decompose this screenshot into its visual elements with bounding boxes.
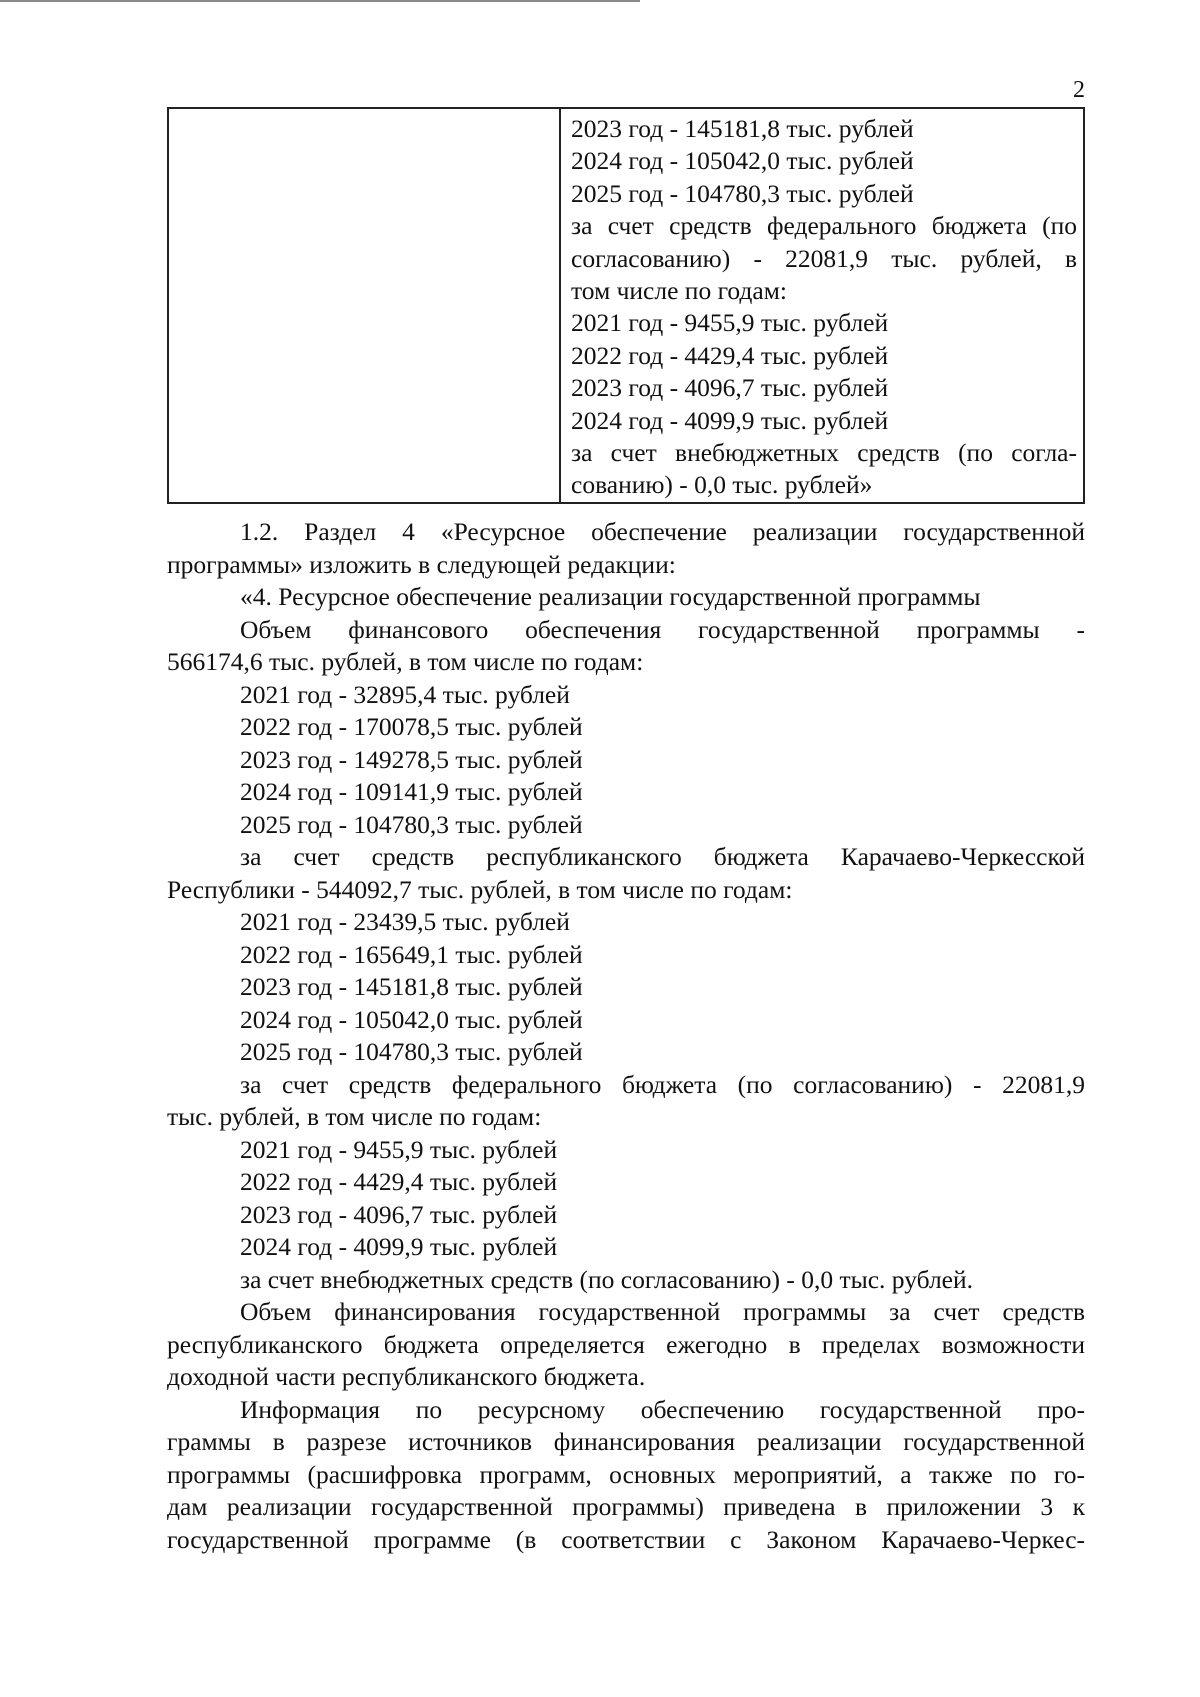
financing-table-continuation	[167, 107, 1085, 504]
body-line: 1.2. Раздел 4 «Ресурсное обеспечение реализации государственной	[240, 517, 1085, 546]
body-line: 2022 год - 4429,4 тыс. рублей	[240, 1167, 558, 1196]
body-line: программы (расшифровка программ, основных мероприятий, а также по го-	[167, 1459, 1085, 1489]
body-line: 566174,6 тыс. рублей, в том числе по годам:	[167, 647, 644, 676]
body-line: 2023 год - 4096,7 тыс. рублей	[240, 1199, 558, 1229]
body-line: Объем финансирования государственной программы за счет средств	[240, 1297, 1085, 1326]
top-scan-border	[0, 0, 640, 2]
body-line: за счет средств республиканского бюджета Карачаево-Черкесской	[240, 842, 1085, 871]
table-line: 2023 год - 4096,7 тыс. рублей	[571, 373, 889, 403]
body-line: 2022 год - 170078,5 тыс. рублей	[240, 712, 583, 741]
body-line: доходной части республиканского бюджета.	[167, 1362, 646, 1391]
body-line: 2025 год - 104780,3 тыс. рублей	[240, 1037, 583, 1066]
table-line: 2025 год - 104780,3 тыс. рублей	[571, 178, 914, 208]
body-line: 2023 год - 149278,5 тыс. рублей	[240, 744, 583, 774]
table-line: за счет внебюджетных средств (по согла-	[571, 438, 1077, 468]
table-line: 2021 год - 9455,9 тыс. рублей	[571, 308, 889, 338]
table-line: 2024 год - 4099,9 тыс. рублей	[571, 405, 889, 435]
body-line: дам реализации государственной программы) приведена в приложении 3 к	[167, 1492, 1085, 1521]
section-heading: «4. Ресурсное обеспечение реализации государственной программы	[240, 582, 981, 611]
body-line: 2024 год - 109141,9 тыс. рублей	[240, 777, 583, 806]
body-line: 2021 год - 32895,4 тыс. рублей	[240, 679, 570, 709]
body-line: 2023 год - 145181,8 тыс. рублей	[240, 972, 583, 1001]
body-line: Республики - 544092,7 тыс. рублей, в том числе по годам:	[167, 874, 793, 904]
body-line: 2025 год - 104780,3 тыс. рублей	[240, 809, 583, 839]
body-line: программы» изложить в следующей редакции:	[167, 549, 676, 579]
table-cell-label-empty	[168, 108, 560, 503]
table-line: за счет средств федерального бюджета (по	[571, 211, 1077, 241]
body-line: 2021 год - 23439,5 тыс. рублей	[240, 907, 570, 936]
body-line: Объем финансового обеспечения государственной программы -	[240, 614, 1085, 644]
table-cell-financing-details	[560, 108, 1084, 503]
body-line: за счет средств федерального бюджета (по согласованию) - 22081,9	[240, 1069, 1085, 1099]
body-line: Информация по ресурсному обеспечению государственной про-	[240, 1394, 1085, 1424]
body-line: 2024 год - 4099,9 тыс. рублей	[240, 1232, 558, 1261]
body-line: 2021 год - 9455,9 тыс. рублей	[240, 1134, 558, 1164]
body-line: 2024 год - 105042,0 тыс. рублей	[240, 1004, 583, 1034]
page-number: 2	[1073, 77, 1085, 103]
document-body	[167, 516, 1085, 1556]
table-row	[168, 108, 1084, 503]
body-line: 2022 год - 165649,1 тыс. рублей	[240, 939, 583, 969]
table-line: том числе по годам:	[571, 276, 787, 306]
table-line: 2023 год - 145181,8 тыс. рублей	[571, 114, 914, 143]
body-line: тыс. рублей, в том числе по годам:	[167, 1102, 542, 1131]
body-line: за счет внебюджетных средств (по согласованию) - 0,0 тыс. рублей.	[240, 1264, 974, 1294]
body-line: республиканского бюджета определяется ежегодно в пределах возможности	[167, 1329, 1085, 1359]
body-line: граммы в разрезе источников финансирования реализации государственной	[167, 1427, 1085, 1456]
body-line: государственной программе (в соответствии с Законом Карачаево-Черкес-	[167, 1524, 1085, 1554]
table-line: 2024 год - 105042,0 тыс. рублей	[571, 146, 914, 176]
table-line: сованию) - 0,0 тыс. рублей»	[571, 470, 873, 500]
table-line: согласованию) - 22081,9 тыс. рублей, в	[571, 243, 1077, 273]
table-line: 2022 год - 4429,4 тыс. рублей	[571, 340, 889, 370]
